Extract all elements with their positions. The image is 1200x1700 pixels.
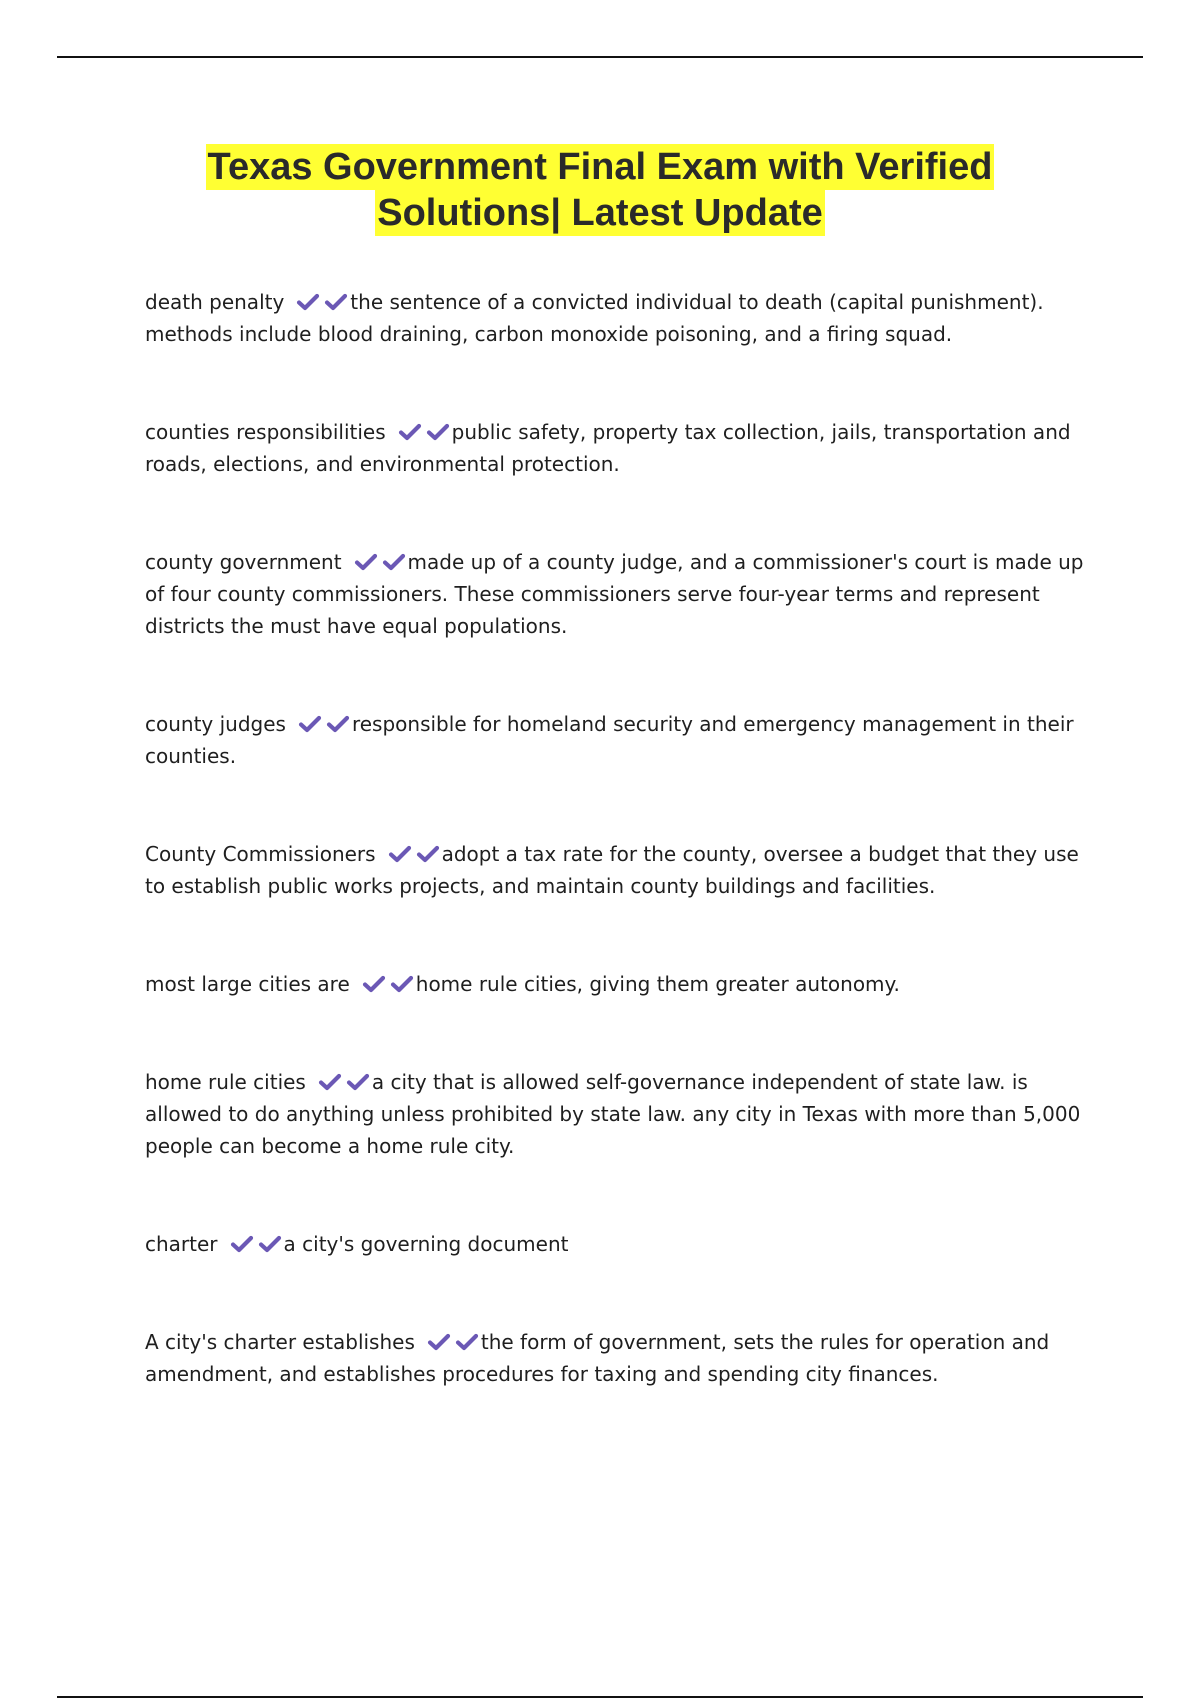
qa-term: A city's charter establishes <box>145 1330 415 1354</box>
qa-term: counties responsibilities <box>145 420 386 444</box>
qa-list <box>145 286 1085 1390</box>
qa-term: county government <box>145 550 342 574</box>
qa-entry <box>145 416 1085 480</box>
qa-term: death penalty <box>145 290 285 314</box>
qa-term: county judges <box>145 712 286 736</box>
qa-definition: the sentence of a convicted individual to death (capital punishment). methods include blood draining, carbon monoxide poisoning, and a firing squad. <box>145 290 1044 346</box>
qa-entry <box>145 1066 1085 1162</box>
check-icon <box>398 422 422 442</box>
title-line-1: Texas Government Final Exam with Verified <box>207 146 993 188</box>
qa-definition: the form of government, sets the rules for operation and amendment, and establishes procedures for taxing and spending city finances. <box>145 1330 1050 1386</box>
qa-term: most large cities are <box>145 972 350 996</box>
check-icon <box>382 552 406 572</box>
qa-term: home rule cities <box>145 1070 306 1094</box>
qa-entry <box>145 1326 1085 1390</box>
check-icon <box>298 714 322 734</box>
qa-entry <box>145 708 1085 772</box>
top-rule <box>57 56 1143 58</box>
qa-definition: public safety, property tax collection, jails, transportation and roads, elections, and environmental protection. <box>145 420 1071 476</box>
bottom-rule <box>57 1696 1143 1698</box>
qa-entry <box>145 286 1085 350</box>
check-icon <box>324 292 348 312</box>
title-line-2: Solutions| Latest Update <box>377 192 823 234</box>
check-icon <box>455 1332 479 1352</box>
qa-definition: adopt a tax rate for the county, oversee a budget that they use to establish public works projects, and maintain county buildings and facilities. <box>145 842 1079 898</box>
qa-term: charter <box>145 1232 218 1256</box>
qa-entry <box>145 838 1085 902</box>
check-icon <box>318 1072 342 1092</box>
check-icon <box>362 974 386 994</box>
qa-entry <box>145 546 1085 642</box>
qa-definition: home rule cities, giving them greater autonomy. <box>415 972 900 996</box>
check-icon <box>388 844 412 864</box>
qa-term: County Commissioners <box>145 842 376 866</box>
document-title <box>0 144 1200 236</box>
qa-entry <box>145 1228 1085 1260</box>
check-icon <box>390 974 414 994</box>
check-icon <box>326 714 350 734</box>
qa-definition: a city's governing document <box>283 1232 569 1256</box>
check-icon <box>426 422 450 442</box>
check-icon <box>296 292 320 312</box>
qa-definition: a city that is allowed self-governance independent of state law. is allowed to do anything unless prohibited by state law. any city in Texas with more than 5,000 people can become a home rule city. <box>145 1070 1081 1158</box>
qa-entry <box>145 968 1085 1000</box>
check-icon <box>230 1234 254 1254</box>
check-icon <box>427 1332 451 1352</box>
qa-definition: responsible for homeland security and emergency management in their counties. <box>145 712 1074 768</box>
qa-definition: made up of a county judge, and a commissioner's court is made up of four county commissioners. These commissioners serve four-year terms and represent districts the must have equal populations. <box>145 550 1084 638</box>
check-icon <box>258 1234 282 1254</box>
check-icon <box>346 1072 370 1092</box>
check-icon <box>354 552 378 572</box>
check-icon <box>416 844 440 864</box>
